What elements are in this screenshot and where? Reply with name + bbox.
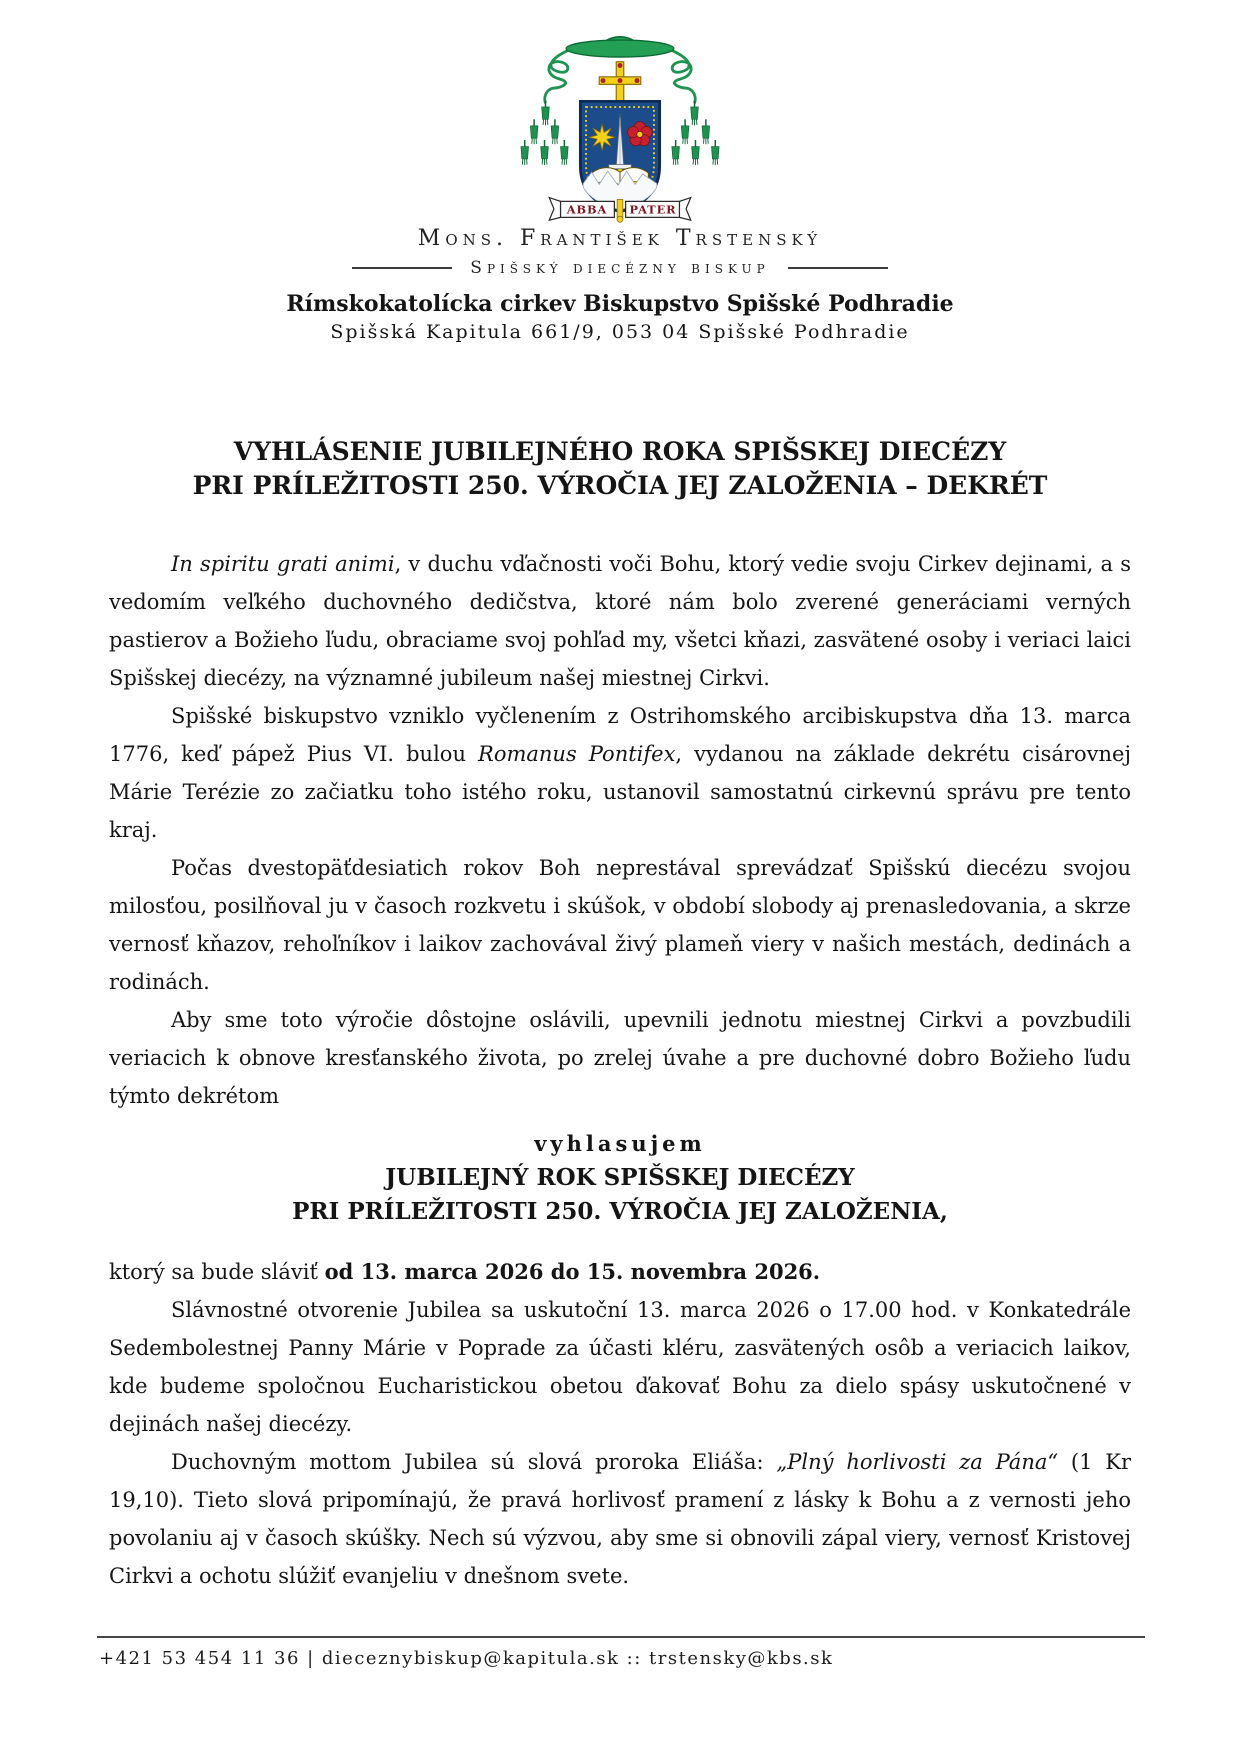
paragraph: Aby sme toto výročie dôstojne oslávili, upevnili jednotu miestnej Cirkvi a povzbudili veriacich k obnove kresťanského života, po zrelej úvahe a pre duchovné dobro Božieho ľudu týmto dekrétom (109, 1008, 1131, 1108)
divider-line-right (788, 267, 888, 269)
document-body (109, 545, 1131, 1595)
paragraph: In spiritu grati animi, v duchu vďačnosti voči Bohu, ktorý vedie svoju Cirkev dejinami, a s vedomím veľkého duchovného dedičstva, ktoré nám bolo zverené generáciami verných pastierov a Božieho ľudu, obraciame svoj pohľad my, všetci kňazi, zasvätené osoby i veriaci laici Spišskej diecézy, na významné jubileum našej miestnej Cirkvi. (109, 552, 1131, 690)
bishop-title: Spišský diecézny biskup (470, 258, 770, 278)
organization-name: Rímskokatolícka cirkev Biskupstvo Spišské Podhradie (286, 291, 954, 317)
proclamation-line3: PRI PRÍLEŽITOSTI 250. VÝROČIA JEJ ZALOŽENIA, (292, 1198, 948, 1225)
paragraph: Duchovným mottom Jubilea sú slová proroka Eliáša: „Plný horlivosti za Pána“ (1 Kr 19,10). Tieto slová pripomínajú, že pravá horlivosť pramení z lásky k Bohu a z vernosti jeho povolaniu aj v časoch skúšky. Nech sú výzvou, aby sme si obnovili zápal viery, vernosť Kristovej Cirkvi a ochotu slúžiť evanjeliu v dnešnom svete. (109, 1450, 1132, 1588)
body-paragraphs (109, 545, 1131, 1115)
motto-right: PATER (629, 202, 677, 217)
proclamation-word: vyhlasujem (534, 1131, 706, 1156)
divider-line-left (352, 267, 452, 269)
bishop-name: Mons. František Trstenský (417, 226, 823, 251)
document-main (109, 435, 1131, 1595)
paragraph: Slávnostné otvorenie Jubilea sa uskutoční 13. marca 2026 o 17.00 hod. v Konkatedrále Sedembolestnej Panny Márie v Poprade za účasti kléru, zasvätených osôb a veriacich laikov, kde budeme spoločnou Eucharistickou obetou ďakovať Bohu za dielo spásy uskutočnené v dejinách našej diecézy. (109, 1298, 1131, 1436)
letterhead (0, 0, 1240, 343)
proclamation-block (109, 1127, 1131, 1229)
body-paragraphs-after (109, 1253, 1131, 1595)
document-title (109, 435, 1131, 503)
bishop-title-row (0, 258, 1240, 278)
paragraph: Spišské biskupstvo vzniklo vyčlenením z Ostrihomského arcibiskupstva dňa 13. marca 1776, keď pápež Pius VI. bulou Romanus Pontifex, vydanou na základe dekrétu cisárovnej Márie Terézie zo začiatku toho istého roku, ustanovil samostatnú cirkevnú správu pre tento kraj. (109, 704, 1131, 842)
motto-left: ABBA (566, 202, 608, 217)
footer-divider (97, 1636, 1145, 1638)
organization-address: Spišská Kapitula 661/9, 053 04 Spišské Podhradie (330, 321, 910, 343)
paragraph: Počas dvestopäťdesiatich rokov Boh neprestával sprevádzať Spišskú diecézu svojou milosťou, posilňoval ju v časoch rozkvetu i skúšok, v období slobody aj prenasledovania, a skrze vernosť kňazov, rehoľníkov i laikov zachovával živý plameň viery v našich mestách, dedinách a rodinách. (109, 856, 1131, 994)
paragraph: ktorý sa bude sláviť od 13. marca 2026 do 15. novembra 2026. (109, 1259, 821, 1284)
bishop-coat-of-arms-icon (495, 24, 745, 224)
proclamation-line2: JUBILEJNÝ ROK SPIŠSKEJ DIECÉZY (385, 1164, 855, 1191)
document-title-line1: VYHLÁSENIE JUBILEJNÉHO ROKA SPIŠSKEJ DIECÉZY (233, 437, 1007, 466)
document-title-line2: PRI PRÍLEŽITOSTI 250. VÝROČIA JEJ ZALOŽENIA – DEKRÉT (192, 471, 1048, 500)
footer-contact: +421 53 454 11 36 | dieceznybiskup@kapitula.sk :: trstensky@kbs.sk (99, 1648, 834, 1669)
